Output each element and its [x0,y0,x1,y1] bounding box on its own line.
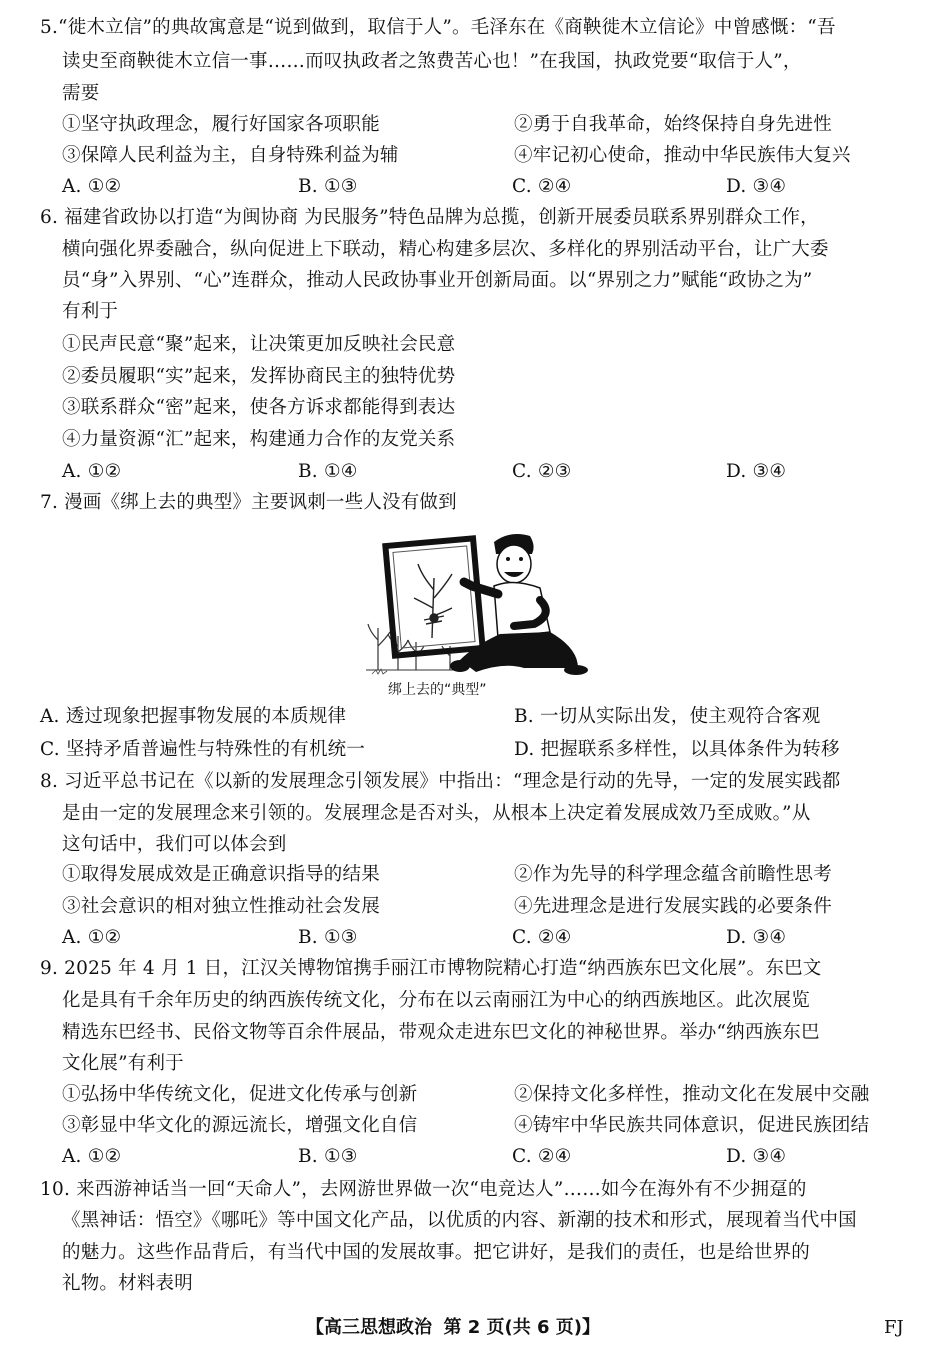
q5-option-d: D. ③④ [726,176,787,197]
q8-stem-line-2: 是由一定的发展理念来引领的。发展理念是否对头，从根本上决定着发展成效乃至成败。”从 [62,803,811,824]
q5-stem-line-1: 5.“徙木立信”的典故寓意是“说到做到，取信于人”。毛泽东在《商鞅徙木立信论》中曾感慨：“吾 [40,17,836,38]
q5-item-1: ①坚守执政理念，履行好国家各项职能 [62,114,380,135]
q7-option-b: B. 一切从实际出发，使主观符合客观 [514,706,821,727]
q6-option-a: A. ①② [62,461,122,482]
q7-option-c: C. 坚持矛盾普遍性与特殊性的有机统一 [40,739,366,760]
q9-item-3: ③彰显中华文化的源远流长，增强文化自信 [62,1115,418,1136]
q6-option-c: C. ②③ [512,461,572,482]
q7-option-d: D. 把握联系多样性，以具体条件为转移 [514,739,840,760]
q5-option-b: B. ①③ [298,176,358,197]
q6-item-3: ③联系群众“密”起来，使各方诉求都能得到表达 [62,397,456,418]
q7-stem: 7. 漫画《绑上去的典型》主要讽刺一些人没有做到 [40,492,457,513]
q6-option-d: D. ③④ [726,461,787,482]
q9-option-c: C. ②④ [512,1146,572,1167]
cartoon-illustration [364,528,590,680]
q5-option-a: A. ①② [62,176,122,197]
q8-option-b: B. ①③ [298,927,358,948]
q9-item-2: ②保持文化多样性，推动文化在发展中交融 [514,1084,870,1105]
q8-item-1: ①取得发展成效是正确意识指导的结果 [62,864,380,885]
page-footer [306,1316,600,1340]
q8-item-2: ②作为先导的科学理念蕴含前瞻性思考 [514,864,832,885]
q6-option-b: B. ①④ [298,461,358,482]
q5-item-3: ③保障人民利益为主，自身特殊利益为辅 [62,145,399,166]
q7-option-a: A. 透过现象把握事物发展的本质规律 [40,706,347,727]
q9-stem-line-1: 9. 2025 年 4 月 1 日，江汉关博物馆携手丽江市博物院精心打造“纳西族东巴文化展”。东巴文 [40,958,822,979]
q9-stem-line-4: 文化展”有利于 [62,1053,184,1074]
man-figure [450,534,588,675]
q9-option-d: D. ③④ [726,1146,787,1167]
q5-item-4: ④牢记初心使命，推动中华民族伟大复兴 [514,145,851,166]
q5-stem-line-2: 读史至商鞅徙木立信一事……而叹执政者之煞费苦心也！”在我国，执政党要“取信于人”， [62,51,802,72]
q6-item-2: ②委员履职“实”起来，发挥协商民主的独特优势 [62,366,456,387]
q6-stem-line-3: 员“身”入界别、“心”连群众，推动人民政协事业开创新局面。以“界别之力”赋能“政协之为” [62,270,813,291]
q6-stem-line-1: 6. 福建省政协以打造“为闽协商 为民服务”特色品牌为总揽，创新开展委员联系界别群众工作， [40,207,819,228]
q9-stem-line-3: 精选东巴经书、民俗文物等百余件展品，带观众走进东巴文化的神秘世界。举办“纳西族东巴 [62,1022,820,1043]
q9-option-a: A. ①② [62,1146,122,1167]
q9-item-1: ①弘扬中华传统文化，促进文化传承与创新 [62,1084,418,1105]
q9-stem-line-2: 化是具有千余年历史的纳西族传统文化，分布在以云南丽江为中心的纳西族地区。此次展览 [62,990,811,1011]
q10-stem-line-4: 礼物。材料表明 [62,1273,193,1294]
q8-option-a: A. ①② [62,927,122,948]
q8-option-d: D. ③④ [726,927,787,948]
q6-stem-line-2: 横向强化界委融合，纵向促进上下联动，精心构建多层次、多样化的界别活动平台，让广大委 [62,239,829,260]
q8-stem-line-3: 这句话中，我们可以体会到 [62,834,287,855]
q5-item-2: ②勇于自我革命，始终保持自身先进性 [514,114,832,135]
footer-page-number: 第 2 页(共 6 页)】 [443,1317,601,1338]
cartoon-caption: 绑上去的“典型” [388,682,487,698]
footer-title: 【高三思想政治 [306,1317,432,1338]
q6-item-4: ④力量资源“汇”起来，构建通力合作的友党关系 [62,429,456,450]
footer-code: FJ [884,1317,904,1338]
q6-item-1: ①民声民意“聚”起来，让决策更加反映社会民意 [62,334,456,355]
q5-option-c: C. ②④ [512,176,572,197]
q6-stem-line-4: 有利于 [62,301,119,322]
q8-option-c: C. ②④ [512,927,572,948]
q9-item-4: ④铸牢中华民族共同体意识，促进民族团结 [514,1115,870,1136]
q10-stem-line-1: 10. 来西游神话当一回“天命人”，去网游世界做一次“电竞达人”……如今在海外有不少拥趸的 [40,1179,807,1200]
q10-stem-line-2: 《黑神话：悟空》《哪吒》等中国文化产品，以优质的内容、新潮的技术和形式，展现着当代中国 [62,1210,857,1231]
q8-item-4: ④先进理念是进行发展实践的必要条件 [514,896,832,917]
q8-stem-line-1: 8. 习近平总书记在《以新的发展理念引领发展》中指出：“理念是行动的先导，一定的发展实践都 [40,771,841,792]
q9-option-b: B. ①③ [298,1146,358,1167]
q10-stem-line-3: 的魅力。这些作品背后，有当代中国的发展故事。把它讲好，是我们的责任，也是给世界的 [62,1242,811,1263]
q8-item-3: ③社会意识的相对独立性推动社会发展 [62,896,380,917]
q5-stem-line-3: 需要 [62,83,100,104]
tied-plant [414,564,452,638]
